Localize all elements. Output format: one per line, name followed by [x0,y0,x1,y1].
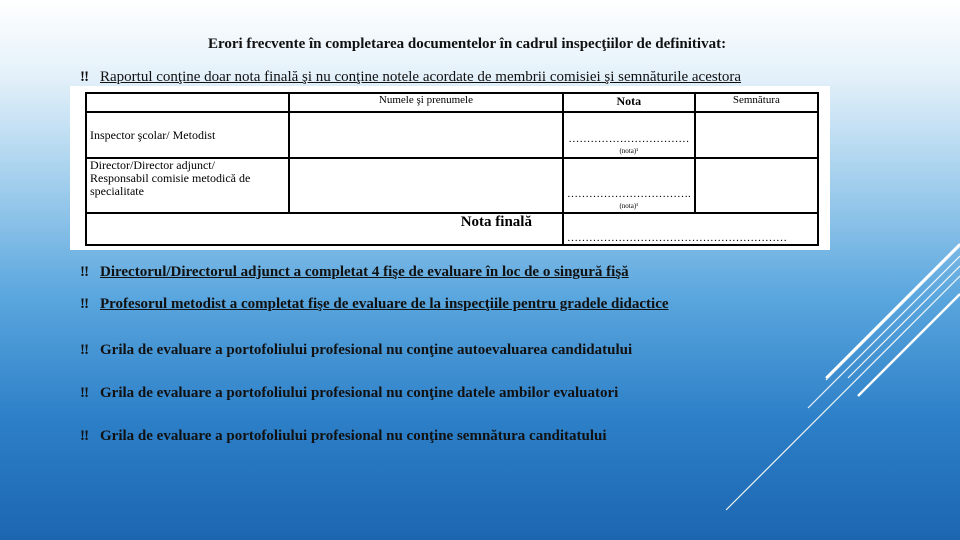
double-exclamation-icon: ‼ [80,428,90,444]
bullet-item [80,69,741,86]
bullet-item [80,264,629,281]
row-role-inspector: Inspector şcolar/ Metodist [86,112,289,158]
nota-hint: (nota)¹ [619,201,639,210]
header-nota: Nota [563,93,695,112]
bullet-item [80,342,632,359]
evaluation-table [85,92,819,246]
table-row [86,112,818,158]
bullet-text: Profesorul metodist a completat fişe de evaluare de la inspecţiile pentru gradele didactice [100,296,669,312]
signature-cell [695,112,818,158]
bullet-text: Directorul/Directorul adjunct a completat 4 fişe de evaluare în loc de o singură fişă [100,264,629,280]
bullet-text: Grila de evaluare a portofoliului profesional nu conţine semnătura canditatului [100,428,607,444]
double-exclamation-icon: ‼ [80,264,90,280]
bullet-item [80,296,669,313]
table-row [86,158,818,213]
final-label: Nota finală [86,213,563,245]
final-row [86,213,818,245]
bullet-item [80,385,618,402]
form-image [70,86,830,250]
slide-title: Erori frecvente în completarea documentelor în cadrul inspecţiilor de definitivat: [207,36,727,52]
name-cell [289,112,563,158]
bullet-text: Grila de evaluare a portofoliului profesional nu conţine autoevaluarea candidatului [100,342,633,358]
header-cell-empty [86,93,289,112]
double-exclamation-icon: ‼ [80,69,90,85]
nota-hint: (nota)¹ [619,147,639,156]
table-header-row [86,93,818,112]
header-semnatura: Semnătura [695,93,818,112]
bullet-text: Grila de evaluare a portofoliului profesional nu conţine datele ambilor evaluatori [100,385,619,401]
double-exclamation-icon: ‼ [80,296,90,312]
name-cell [289,158,563,213]
double-exclamation-icon: ‼ [80,385,90,401]
nota-cell [563,112,695,158]
header-name: Numele şi prenumele [289,93,563,112]
final-dotted-line: …………………………………………………… [563,213,818,245]
bullet-item [80,428,607,445]
signature-cell [695,158,818,213]
dotted-line: …………………………… [568,133,690,146]
double-exclamation-icon: ‼ [80,342,90,358]
dotted-line: ……………………………. [566,187,691,200]
bullet-text: Raportul conţine doar nota finală şi nu conţine notele acordate de membrii comisiei şi semnăturile acestora [100,69,742,85]
row-role-director: Director/Director adjunct/ Responsabil comisie metodică de specialitate [86,158,289,213]
nota-cell [563,158,695,213]
